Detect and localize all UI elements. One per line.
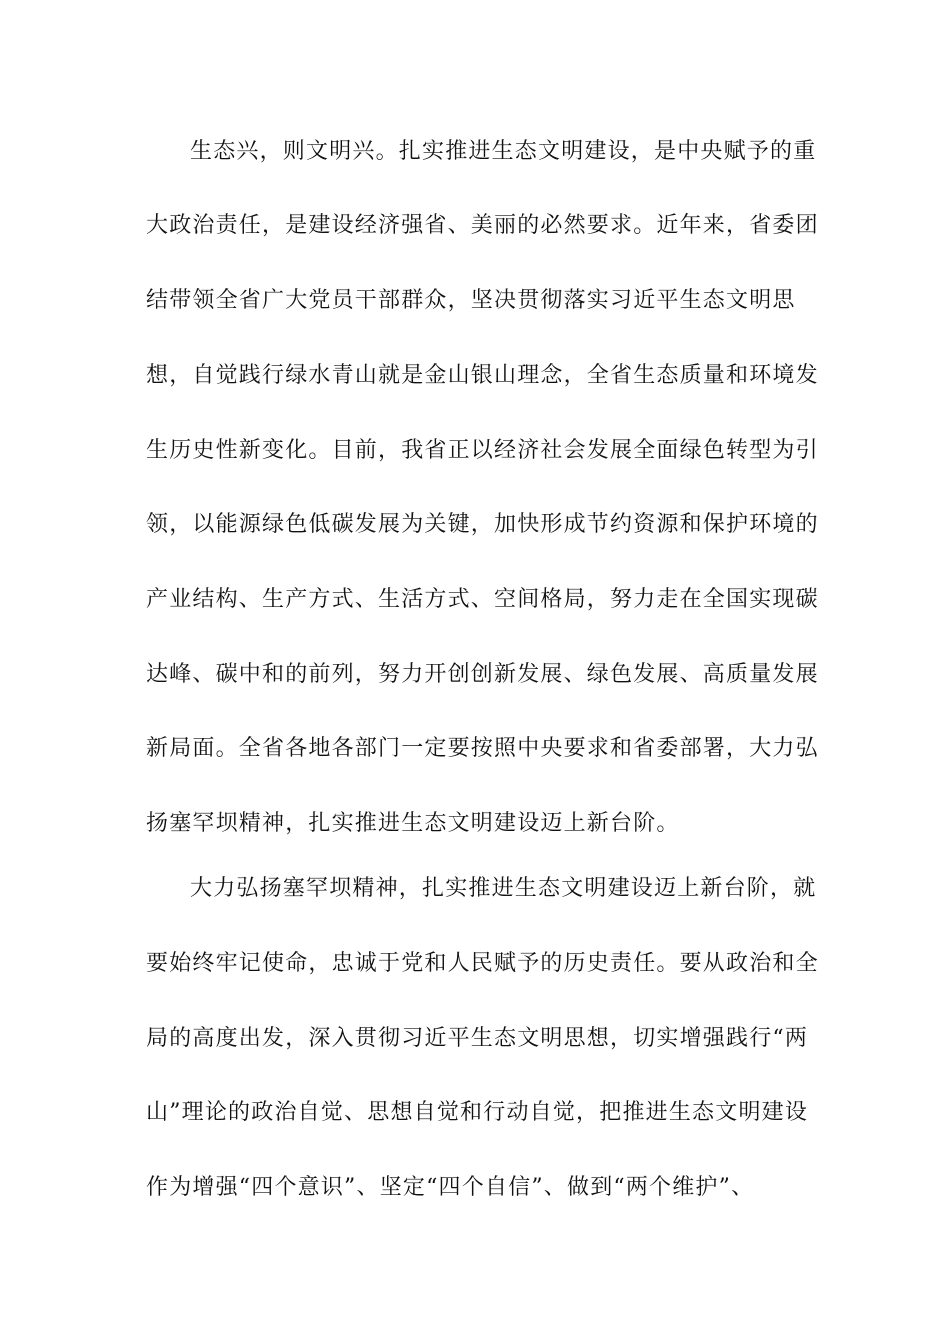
paragraph-1-line-2: 大政治责任，是建设经济强省、美丽的必然要求。近年来，省委团 — [146, 213, 819, 238]
paragraph-1-line-3: 结带领全省广大党员干部群众，坚决贯彻落实习近平生态文明思 — [146, 288, 796, 313]
paragraph-1-line-5: 生历史性新变化。目前，我省正以经济社会发展全面绿色转型为引 — [146, 438, 819, 463]
paragraph-1-line-1: 生态兴，则文明兴。扎实推进生态文明建设，是中央赋予的重 — [190, 139, 817, 164]
paragraph-2-line-5: 作为增强“四个意识”、坚定“四个自信”、做到“两个维护”、 — [146, 1175, 755, 1200]
paragraph-2-line-4: 山”理论的政治自觉、思想自觉和行动自觉，把推进生态文明建设 — [146, 1100, 809, 1125]
paragraph-2-line-1: 大力弘扬塞罕坝精神，扎实推进生态文明建设迈上新台阶，就 — [190, 876, 817, 901]
paragraph-1-line-9: 新局面。全省各地各部门一定要按照中央要求和省委部署，大力弘 — [146, 736, 819, 761]
paragraph-2-line-3: 局的高度出发，深入贯彻习近平生态文明思想，切实增强践行“两 — [146, 1026, 809, 1051]
paragraph-1-line-8: 达峰、碳中和的前列，努力开创创新发展、绿色发展、高质量发展 — [146, 662, 819, 687]
paragraph-1-line-10: 扬塞罕坝精神，扎实推进生态文明建设迈上新台阶。 — [146, 811, 680, 836]
paragraph-2-line-2: 要始终牢记使命，忠诚于党和人民赋予的历史责任。要从政治和全 — [146, 951, 819, 976]
paragraph-1-line-7: 产业结构、生产方式、生活方式、空间格局，努力走在全国实现碳 — [146, 587, 819, 612]
paragraph-1-line-4: 想，自觉践行绿水青山就是金山银山理念，全省生态质量和环境发 — [146, 363, 819, 388]
paragraph-1-line-6: 领，以能源绿色低碳发展为关键，加快形成节约资源和保护环境的 — [146, 512, 819, 537]
